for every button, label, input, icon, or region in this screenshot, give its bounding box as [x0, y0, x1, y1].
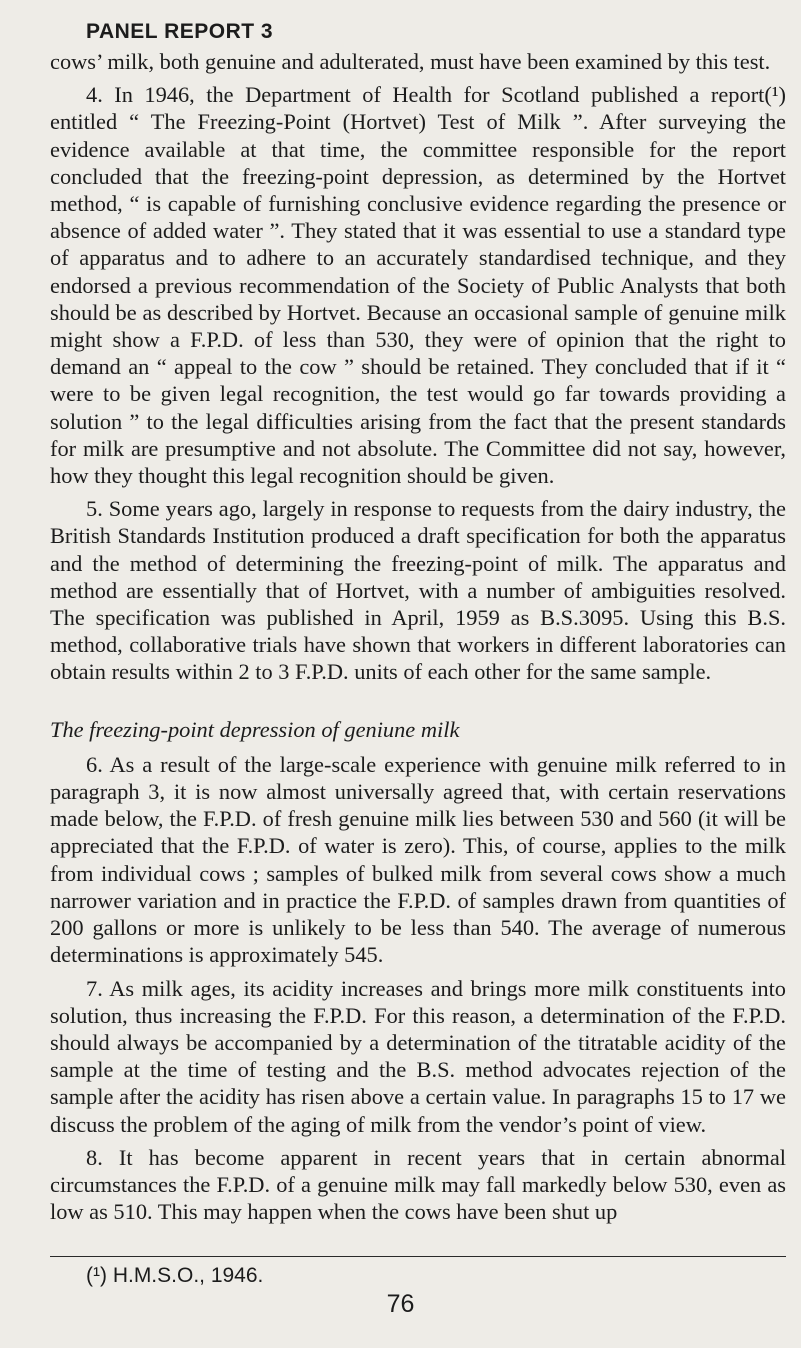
paragraph-6: 6. As a result of the large-scale experience with genuine milk referred to in paragraph 3, it is now almost universally agreed that, with certain reservations made below, the F.P.D. of fresh genuine milk lies between 530 and 560 (it will be appreciated that the F.P.D. of water is zero). This, of course, applies to the milk from individual cows ; samples of bulked milk from several cows show a much narrower variation and in practice the F.P.D. of samples drawn from quantities of 200 gallons or more is unlikely to be less than 540. The average of numerous determinations is approximately 545. [50, 751, 786, 968]
paragraph-continuation: cows’ milk, both genuine and adulterated, must have been examined by this test. [50, 49, 771, 74]
section-heading: The freezing-point depression of geniune milk [50, 716, 460, 742]
paragraph-7: 7. As milk ages, its acidity increases and brings more milk constituents into solution, thus increasing the F.P.D. For this reason, a determination of the F.P.D. should always be accompanied by a determination of the titratable acidity of the sample at the time of testing and the B.S. method advocates rejection of the sample after the acidity has risen above a certain value. In paragraphs 15 to 17 we discuss the problem of the aging of milk from the vendor’s point of view. [50, 975, 786, 1137]
paragraph-8: 8. It has become apparent in recent years that in certain abnormal circumstances the F.P.D. of a genuine milk may fall markedly below 530, even as low as 510. This may happen when the cows have been shut up [50, 1144, 786, 1225]
paragraph-4: 4. In 1946, the Department of Health for Scotland published a report(¹) entitled “ The Freezing-Point (Hortvet) Test of Milk ”. After surveying the evidence available at that time, the committee responsible for the report concluded that the freezing-point depression, as determined by the Hortvet method, “ is capable of furnishing conclusive evidence regarding the presence or absence of added water ”. They stated that it was essential to use a standard type of apparatus and to adhere to an accurately standardised technique, and they endorsed a previous recommendation of the Society of Public Analysts that both should be as described by Hortvet. Because an occasional sample of genuine milk might show a F.P.D. of less than 530, they were of opinion that the right to demand an “ appeal to the cow ” should be retained. They concluded that if it “ were to be given legal recognition, the test would go far towards providing a solution ” to the legal difficulties arising from the fact that the present standards for milk are presumptive and not absolute. The Committee did not say, however, how they thought this legal recognition should be given. [50, 82, 786, 489]
body-text [50, 48, 786, 1225]
running-head: PANEL REPORT 3 [86, 20, 274, 43]
footnote: (¹) H.M.S.O., 1946. [86, 1264, 264, 1287]
page-number: 76 [386, 1290, 415, 1318]
footnote-rule [50, 1256, 786, 1257]
paragraph-5: 5. Some years ago, largely in response to requests from the dairy industry, the British Standards Institution produced a draft specification for both the apparatus and the method of determining the freezing-point of milk. The apparatus and method are essentially that of Hortvet, with a number of ambiguities resolved. The specification was published in April, 1959 as B.S.3095. Using this B.S. method, collaborative trials have shown that workers in different laboratories can obtain results within 2 to 3 F.P.D. units of each other for the same sample. [50, 496, 786, 685]
